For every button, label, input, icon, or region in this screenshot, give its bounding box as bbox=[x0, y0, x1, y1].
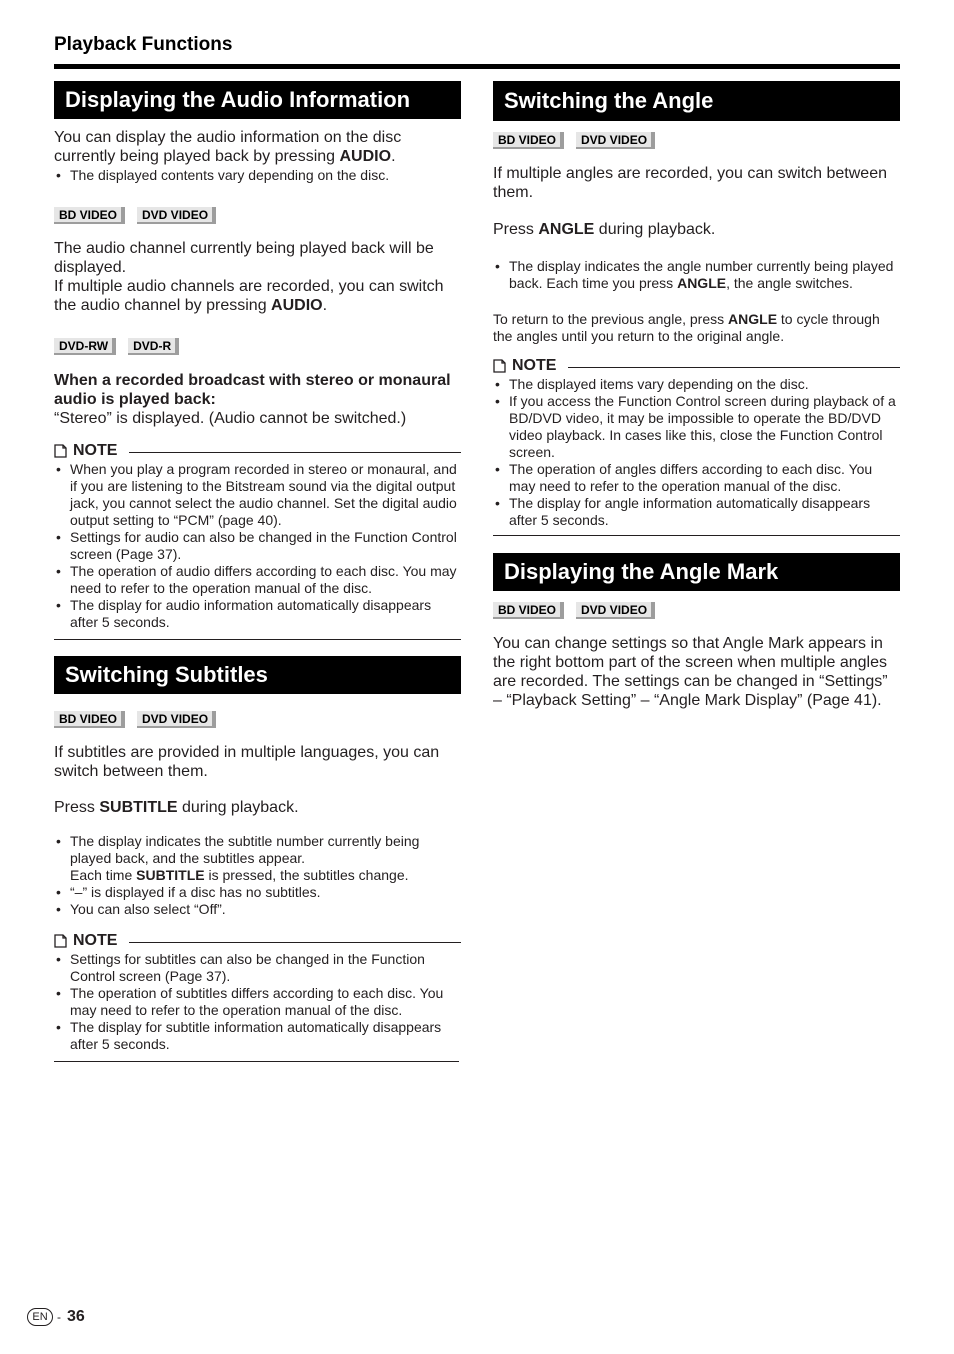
list-item: • “–” is displayed if a disc has no subtitles. bbox=[54, 884, 461, 901]
audio-para-1: The audio channel currently being played back will be displayed. bbox=[54, 240, 434, 276]
list-item: • The operation of subtitles differs according to each disc. You may need to refer to the operation manual of the disc. bbox=[54, 985, 461, 1019]
angle-bullets bbox=[493, 258, 900, 292]
subtitles-notes bbox=[54, 951, 461, 1053]
note-icon bbox=[493, 359, 506, 373]
note-rule bbox=[129, 452, 461, 453]
angle-notes bbox=[493, 376, 900, 529]
angle-mark-text: You can change settings so that Angle Mark appears in the right bottom part of the screen when multiple angles are recorded. The settings can be changed in “Settings” – “Playback Setting” – “Angle Mark Display” (Page 41). bbox=[493, 635, 888, 709]
list-item: • The display for audio information automatically disappears after 5 seconds. bbox=[54, 597, 461, 631]
list-item: • The displayed contents vary depending on the disc. bbox=[54, 167, 461, 184]
disc-badge-dvd-rw: DVD-RW bbox=[54, 338, 116, 355]
subtitles-bullets bbox=[54, 833, 461, 918]
list-item: • Settings for subtitles can also be changed in the Function Control screen (Page 37). bbox=[54, 951, 461, 985]
angle-intro: If multiple angles are recorded, you can switch between them. bbox=[493, 165, 887, 201]
list-item: • The operation of angles differs according to each disc. You may need to refer to the operation manual of the disc. bbox=[493, 461, 900, 495]
section-end-rule bbox=[493, 535, 900, 536]
angle-return-text: To return to the previous angle, press ANGLE to cycle through the angles until you return to the original angle. bbox=[493, 311, 880, 344]
note-label: NOTE bbox=[512, 357, 557, 374]
list-item: • If you access the Function Control screen during playback of a BD/DVD video, it may be impossible to operate the BD/DVD video playback. In cases like this, close the Function Control screen. bbox=[493, 393, 900, 461]
note-rule bbox=[129, 942, 461, 943]
page-header-title: Playback Functions bbox=[54, 34, 233, 55]
subtitles-note-header bbox=[54, 932, 461, 950]
left-column bbox=[54, 81, 461, 1062]
section-end-rule bbox=[54, 639, 461, 640]
list-item: • The operation of audio differs according to each disc. You may need to refer to the operation manual of the disc. bbox=[54, 563, 461, 597]
list-item: • The display indicates the subtitle number currently being played back, and the subtitles appear. Each time SUBTITLE is pressed, the subtitles change. bbox=[54, 833, 461, 884]
section-title-subtitles: Switching Subtitles bbox=[54, 656, 461, 694]
disc-badge-bd-video: BD VIDEO bbox=[493, 602, 564, 619]
subtitles-disc-badges bbox=[54, 711, 461, 728]
header-rule bbox=[54, 64, 900, 69]
list-item: • The display indicates the angle number currently being played back. Each time you press ANGLE, the angle switches. bbox=[493, 258, 900, 292]
section-title-angle-mark: Displaying the Angle Mark bbox=[493, 553, 900, 591]
note-label: NOTE bbox=[73, 442, 118, 459]
note-icon bbox=[54, 444, 67, 458]
list-item: • The displayed items vary depending on the disc. bbox=[493, 376, 900, 393]
stereo-text: “Stereo” is displayed. (Audio cannot be switched.) bbox=[54, 410, 407, 427]
list-item: • Settings for audio can also be changed in the Function Control screen (Page 37). bbox=[54, 529, 461, 563]
angle-press: Press ANGLE during playback. bbox=[493, 221, 716, 238]
disc-badge-dvd-video: DVD VIDEO bbox=[576, 132, 655, 149]
page-footer bbox=[27, 1308, 85, 1326]
list-item: • The display for angle information automatically disappears after 5 seconds. bbox=[493, 495, 900, 529]
disc-badge-dvd-video: DVD VIDEO bbox=[137, 711, 216, 728]
subtitles-intro: If subtitles are provided in multiple languages, you can switch between them. bbox=[54, 744, 440, 780]
angle-note-header bbox=[493, 357, 900, 375]
section-title-audio: Displaying the Audio Information bbox=[54, 81, 461, 119]
disc-badge-dvd-video: DVD VIDEO bbox=[576, 602, 655, 619]
language-badge: EN bbox=[27, 1308, 53, 1326]
note-icon bbox=[54, 934, 67, 948]
note-label: NOTE bbox=[73, 932, 118, 949]
audio-disc-badges-2 bbox=[54, 338, 461, 355]
page-number: 36 bbox=[67, 1308, 85, 1325]
subtitles-press: Press SUBTITLE during playback. bbox=[54, 799, 299, 816]
audio-para-2: If multiple audio channels are recorded, you can switch the audio channel by pressing AUDIO. bbox=[54, 278, 444, 314]
angle-disc-badges bbox=[493, 132, 900, 149]
disc-badge-dvd-video: DVD VIDEO bbox=[137, 207, 216, 224]
angle-mark-disc-badges bbox=[493, 602, 900, 619]
stereo-heading: When a recorded broadcast with stereo or monaural audio is played back: bbox=[54, 372, 451, 408]
section-end-rule bbox=[54, 1061, 459, 1062]
audio-disc-badges bbox=[54, 207, 461, 224]
audio-bullets bbox=[54, 167, 461, 184]
disc-badge-bd-video: BD VIDEO bbox=[54, 207, 125, 224]
section-title-angle: Switching the Angle bbox=[493, 81, 900, 121]
list-item: • The display for subtitle information automatically disappears after 5 seconds. bbox=[54, 1019, 461, 1053]
disc-badge-dvd-r: DVD-R bbox=[128, 338, 179, 355]
list-item: • When you play a program recorded in stereo or monaural, and if you are listening to the Bitstream sound via the digital output jack, you cannot select the audio channel. Set the digital audio output setting to “PCM” (page 40). bbox=[54, 461, 461, 529]
footer-separator: - bbox=[57, 1310, 61, 1324]
list-item: • You can also select “Off”. bbox=[54, 901, 461, 918]
audio-note-header bbox=[54, 442, 461, 460]
disc-badge-bd-video: BD VIDEO bbox=[54, 711, 125, 728]
audio-intro: You can display the audio information on the disc currently being played back by pressing AUDIO. bbox=[54, 129, 402, 165]
right-column bbox=[493, 81, 900, 710]
audio-notes bbox=[54, 461, 461, 631]
disc-badge-bd-video: BD VIDEO bbox=[493, 132, 564, 149]
note-rule bbox=[568, 367, 900, 368]
